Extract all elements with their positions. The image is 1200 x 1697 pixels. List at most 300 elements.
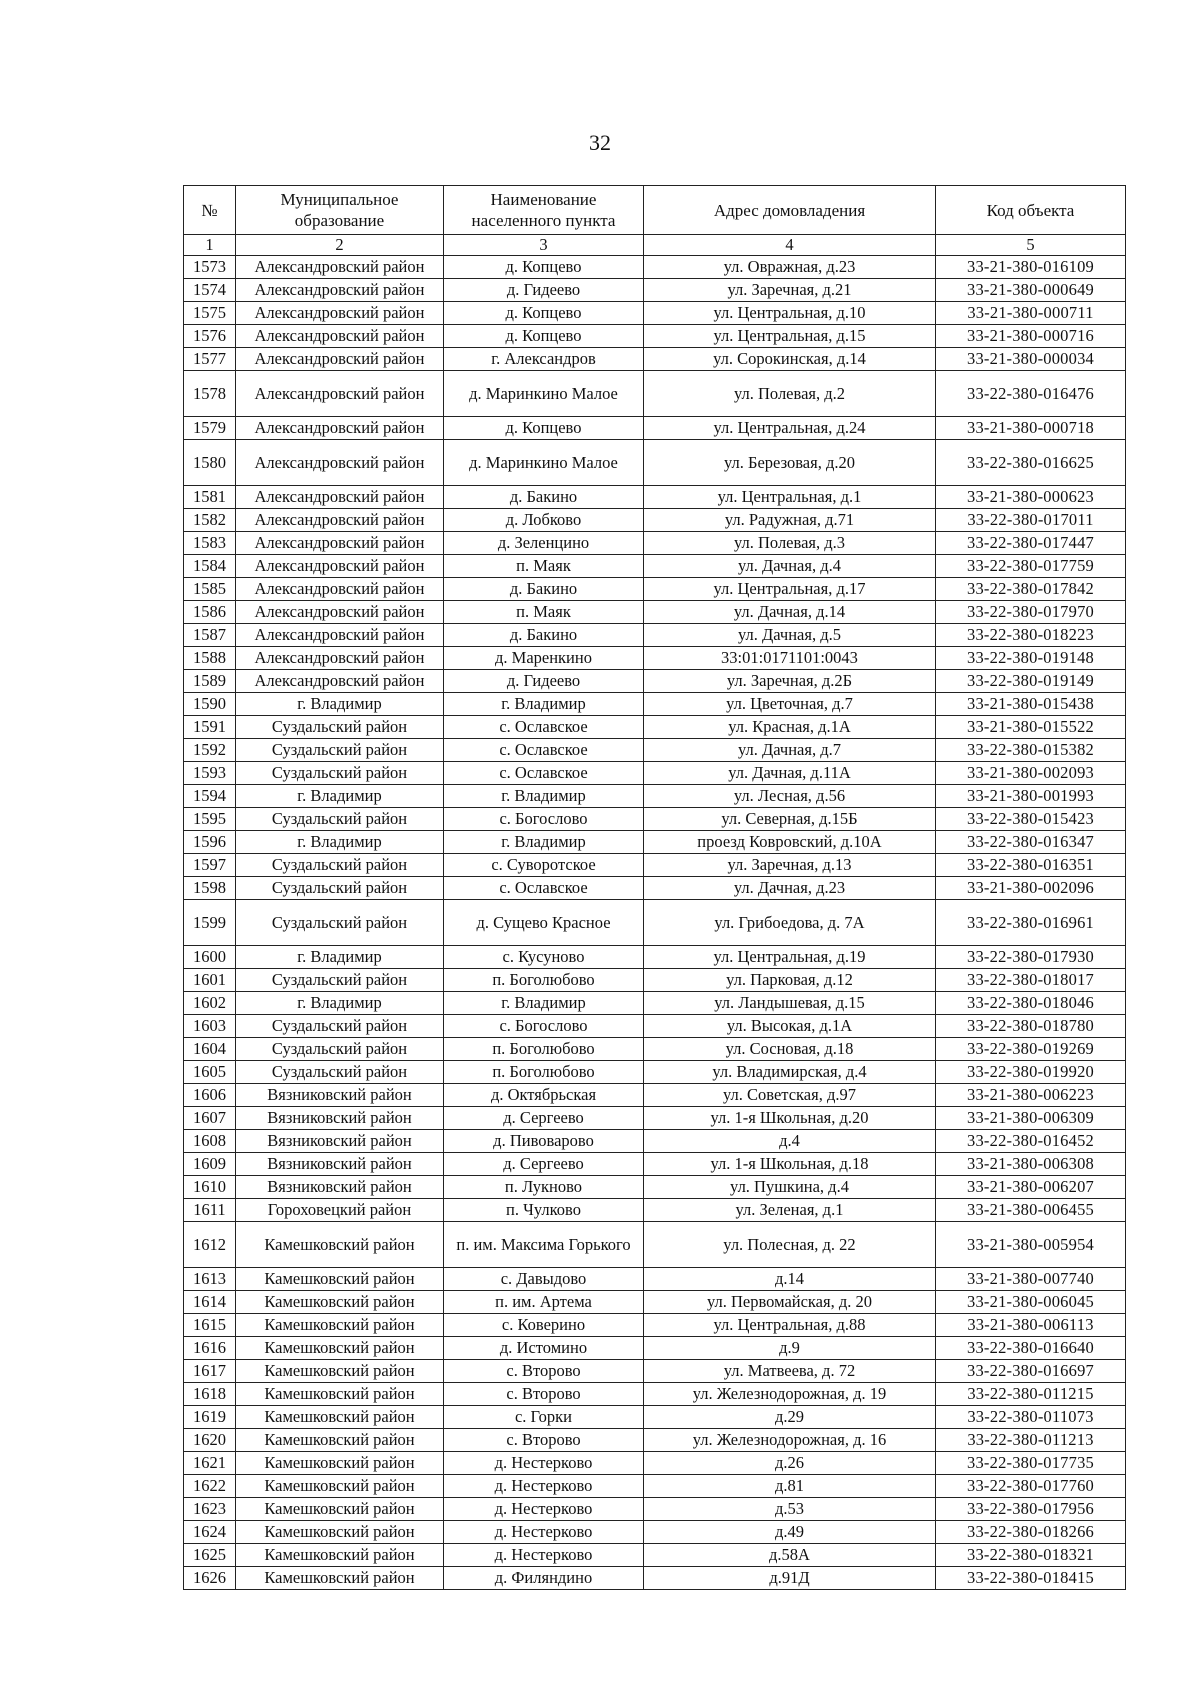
object-code-cell: 33-22-380-016697 (936, 1360, 1126, 1383)
table-row (184, 1521, 1126, 1544)
address-cell: ул. Дачная, д.5 (644, 624, 936, 647)
column-number: 4 (644, 235, 936, 256)
settlement-cell: с. Коверино (444, 1314, 644, 1337)
row-number: 1589 (184, 670, 236, 693)
row-number: 1612 (184, 1222, 236, 1268)
table-row (184, 739, 1126, 762)
municipality-cell: Суздальский район (236, 716, 444, 739)
table-row (184, 1268, 1126, 1291)
settlement-cell: д. Копцево (444, 417, 644, 440)
object-code-cell: 33-22-380-017842 (936, 578, 1126, 601)
address-cell: ул. Центральная, д.1 (644, 486, 936, 509)
address-cell: ул. Заречная, д.13 (644, 854, 936, 877)
row-number: 1606 (184, 1084, 236, 1107)
table-row (184, 302, 1126, 325)
municipality-cell: Камешковский район (236, 1498, 444, 1521)
municipality-cell: Александровский район (236, 601, 444, 624)
municipality-cell: Александровский район (236, 647, 444, 670)
row-number: 1603 (184, 1015, 236, 1038)
table-row (184, 1544, 1126, 1567)
table-row (184, 900, 1126, 946)
row-number: 1597 (184, 854, 236, 877)
row-number: 1618 (184, 1383, 236, 1406)
row-number: 1615 (184, 1314, 236, 1337)
row-number: 1621 (184, 1452, 236, 1475)
object-code-cell: 33-21-380-005954 (936, 1222, 1126, 1268)
municipality-cell: Вязниковский район (236, 1107, 444, 1130)
row-number: 1593 (184, 762, 236, 785)
settlement-cell: г. Владимир (444, 831, 644, 854)
address-cell: проезд Ковровский, д.10А (644, 831, 936, 854)
object-code-cell: 33-22-380-017760 (936, 1475, 1126, 1498)
object-code-cell: 33-22-380-016452 (936, 1130, 1126, 1153)
header-settlement: Наименование населенного пункта (444, 186, 644, 235)
settlement-cell: с. Суворотское (444, 854, 644, 877)
column-number: 5 (936, 235, 1126, 256)
table-row (184, 1015, 1126, 1038)
municipality-cell: Вязниковский район (236, 1130, 444, 1153)
table-row (184, 325, 1126, 348)
table-row (184, 1337, 1126, 1360)
table-row (184, 762, 1126, 785)
object-code-cell: 33-22-380-019920 (936, 1061, 1126, 1084)
municipality-cell: г. Владимир (236, 785, 444, 808)
municipality-cell: Камешковский район (236, 1475, 444, 1498)
table-row (184, 279, 1126, 302)
object-code-cell: 33-22-380-017930 (936, 946, 1126, 969)
settlement-cell: д. Гидеево (444, 279, 644, 302)
object-code-cell: 33-22-380-016625 (936, 440, 1126, 486)
row-number: 1582 (184, 509, 236, 532)
municipality-cell: Вязниковский район (236, 1084, 444, 1107)
municipality-cell: Камешковский район (236, 1544, 444, 1567)
municipality-cell: Камешковский район (236, 1268, 444, 1291)
settlement-cell: с. Кусуново (444, 946, 644, 969)
table-row (184, 371, 1126, 417)
header-number: № (184, 186, 236, 235)
address-cell: ул. Зеленая, д.1 (644, 1199, 936, 1222)
address-cell: д.53 (644, 1498, 936, 1521)
row-number: 1613 (184, 1268, 236, 1291)
table-body (184, 256, 1126, 1590)
object-code-cell: 33-22-380-017956 (936, 1498, 1126, 1521)
municipality-cell: Александровский район (236, 440, 444, 486)
row-number: 1581 (184, 486, 236, 509)
column-number-row (184, 235, 1126, 256)
address-cell: ул. 1-я Школьная, д.20 (644, 1107, 936, 1130)
settlement-cell: с. Ославское (444, 762, 644, 785)
municipality-cell: Александровский район (236, 371, 444, 417)
table-row (184, 1475, 1126, 1498)
object-code-cell: 33-21-380-000716 (936, 325, 1126, 348)
settlement-cell: д. Нестерково (444, 1498, 644, 1521)
table-row (184, 555, 1126, 578)
object-code-cell: 33-22-380-017011 (936, 509, 1126, 532)
table-row (184, 1176, 1126, 1199)
table-row (184, 1360, 1126, 1383)
object-code-cell: 33-22-380-015423 (936, 808, 1126, 831)
municipality-cell: Суздальский район (236, 739, 444, 762)
row-number: 1580 (184, 440, 236, 486)
municipality-cell: Суздальский район (236, 900, 444, 946)
object-code-cell: 33-22-380-017735 (936, 1452, 1126, 1475)
address-cell: ул. Полевая, д.2 (644, 371, 936, 417)
row-number: 1574 (184, 279, 236, 302)
row-number: 1619 (184, 1406, 236, 1429)
row-number: 1608 (184, 1130, 236, 1153)
object-code-cell: 33-21-380-016109 (936, 256, 1126, 279)
address-cell: ул. Лесная, д.56 (644, 785, 936, 808)
municipality-cell: Камешковский район (236, 1429, 444, 1452)
address-cell: д.91Д (644, 1567, 936, 1590)
address-cell: ул. Северная, д.15Б (644, 808, 936, 831)
table-row (184, 532, 1126, 555)
row-number: 1578 (184, 371, 236, 417)
object-code-cell: 33-22-380-019148 (936, 647, 1126, 670)
municipality-cell: Камешковский район (236, 1521, 444, 1544)
settlement-cell: п. Боголюбово (444, 1038, 644, 1061)
address-cell: ул. Дачная, д.4 (644, 555, 936, 578)
table-row (184, 256, 1126, 279)
row-number: 1583 (184, 532, 236, 555)
settlement-cell: д. Маринкино Малое (444, 371, 644, 417)
address-cell: ул. Центральная, д.17 (644, 578, 936, 601)
row-number: 1624 (184, 1521, 236, 1544)
address-cell: ул. Дачная, д.14 (644, 601, 936, 624)
table-row (184, 647, 1126, 670)
object-code-cell: 33-21-380-000711 (936, 302, 1126, 325)
municipality-cell: Суздальский район (236, 854, 444, 877)
address-cell: д.81 (644, 1475, 936, 1498)
municipality-cell: Вязниковский район (236, 1153, 444, 1176)
table-row (184, 693, 1126, 716)
address-cell: ул. Дачная, д.11А (644, 762, 936, 785)
address-cell: ул. Заречная, д.21 (644, 279, 936, 302)
address-cell: ул. Советская, д.97 (644, 1084, 936, 1107)
municipality-cell: Камешковский район (236, 1222, 444, 1268)
settlement-cell: п. Боголюбово (444, 969, 644, 992)
address-cell: ул. Радужная, д.71 (644, 509, 936, 532)
address-cell: ул. Железнодорожная, д. 19 (644, 1383, 936, 1406)
settlement-cell: д. Копцево (444, 325, 644, 348)
table-row (184, 716, 1126, 739)
settlement-cell: с. Ославское (444, 716, 644, 739)
settlement-cell: д. Гидеево (444, 670, 644, 693)
settlement-cell: п. Лукново (444, 1176, 644, 1199)
row-number: 1616 (184, 1337, 236, 1360)
object-code-cell: 33-21-380-000649 (936, 279, 1126, 302)
row-number: 1607 (184, 1107, 236, 1130)
settlement-cell: с. Второво (444, 1383, 644, 1406)
object-code-cell: 33-22-380-016476 (936, 371, 1126, 417)
row-number: 1600 (184, 946, 236, 969)
table-row (184, 992, 1126, 1015)
table-row (184, 785, 1126, 808)
row-number: 1594 (184, 785, 236, 808)
object-code-cell: 33-22-380-011213 (936, 1429, 1126, 1452)
municipality-cell: Камешковский район (236, 1383, 444, 1406)
table-row (184, 348, 1126, 371)
settlement-cell: г. Александров (444, 348, 644, 371)
address-cell: ул. Центральная, д.88 (644, 1314, 936, 1337)
address-cell: ул. 1-я Школьная, д.18 (644, 1153, 936, 1176)
row-number: 1586 (184, 601, 236, 624)
object-code-cell: 33-22-380-016347 (936, 831, 1126, 854)
row-number: 1573 (184, 256, 236, 279)
address-cell: ул. Центральная, д.10 (644, 302, 936, 325)
row-number: 1626 (184, 1567, 236, 1590)
table-row (184, 486, 1126, 509)
address-cell: ул. Цветочная, д.7 (644, 693, 936, 716)
municipality-cell: Александровский район (236, 578, 444, 601)
settlement-cell: д. Октябрьская (444, 1084, 644, 1107)
object-code-cell: 33-21-380-000034 (936, 348, 1126, 371)
settlement-cell: д. Сущево Красное (444, 900, 644, 946)
municipality-cell: Вязниковский район (236, 1176, 444, 1199)
object-code-cell: 33-21-380-002096 (936, 877, 1126, 900)
object-code-cell: 33-22-380-017759 (936, 555, 1126, 578)
municipality-cell: Александровский район (236, 532, 444, 555)
address-cell: ул. Полевая, д.3 (644, 532, 936, 555)
settlement-cell: д. Нестерково (444, 1452, 644, 1475)
settlement-cell: п. Маяк (444, 601, 644, 624)
object-code-cell: 33-22-380-015382 (936, 739, 1126, 762)
table-row (184, 601, 1126, 624)
settlement-cell: д. Копцево (444, 256, 644, 279)
table-row (184, 969, 1126, 992)
settlement-cell: с. Богослово (444, 808, 644, 831)
table-row (184, 509, 1126, 532)
address-cell: ул. Овражная, д.23 (644, 256, 936, 279)
row-number: 1592 (184, 739, 236, 762)
table-row (184, 946, 1126, 969)
object-code-cell: 33-22-380-019149 (936, 670, 1126, 693)
address-cell: ул. Красная, д.1А (644, 716, 936, 739)
address-cell: д.58А (644, 1544, 936, 1567)
settlement-cell: д. Копцево (444, 302, 644, 325)
municipality-cell: Гороховецкий район (236, 1199, 444, 1222)
column-number: 2 (236, 235, 444, 256)
row-number: 1609 (184, 1153, 236, 1176)
table-row (184, 1038, 1126, 1061)
header-row (184, 186, 1126, 235)
settlement-cell: д. Бакино (444, 624, 644, 647)
table-row (184, 1567, 1126, 1590)
settlement-cell: д. Маринкино Малое (444, 440, 644, 486)
municipality-cell: Камешковский район (236, 1360, 444, 1383)
row-number: 1577 (184, 348, 236, 371)
address-cell: д.9 (644, 1337, 936, 1360)
table-row (184, 1222, 1126, 1268)
table-row (184, 831, 1126, 854)
settlement-cell: п. Боголюбово (444, 1061, 644, 1084)
municipality-cell: Суздальский район (236, 762, 444, 785)
table-row (184, 1498, 1126, 1521)
settlement-cell: д. Нестерково (444, 1521, 644, 1544)
row-number: 1620 (184, 1429, 236, 1452)
settlement-cell: д. Сергеево (444, 1107, 644, 1130)
address-cell: ул. Владимирская, д.4 (644, 1061, 936, 1084)
row-number: 1601 (184, 969, 236, 992)
municipality-cell: Суздальский район (236, 1038, 444, 1061)
municipality-cell: Камешковский район (236, 1406, 444, 1429)
table-row (184, 854, 1126, 877)
settlement-cell: д. Филяндино (444, 1567, 644, 1590)
settlement-cell: д. Лобково (444, 509, 644, 532)
address-cell: ул. Центральная, д.15 (644, 325, 936, 348)
table-row (184, 808, 1126, 831)
settlement-cell: г. Владимир (444, 785, 644, 808)
object-code-cell: 33-22-380-016351 (936, 854, 1126, 877)
settlement-cell: с. Ославское (444, 877, 644, 900)
registry-table (183, 185, 1126, 1590)
row-number: 1623 (184, 1498, 236, 1521)
object-code-cell: 33-21-380-006207 (936, 1176, 1126, 1199)
settlement-cell: с. Горки (444, 1406, 644, 1429)
object-code-cell: 33-21-380-015438 (936, 693, 1126, 716)
address-cell: ул. Высокая, д.1А (644, 1015, 936, 1038)
settlement-cell: д. Зеленцино (444, 532, 644, 555)
address-cell: ул. Центральная, д.19 (644, 946, 936, 969)
object-code-cell: 33-21-380-006309 (936, 1107, 1126, 1130)
object-code-cell: 33-22-380-018266 (936, 1521, 1126, 1544)
settlement-cell: д. Пивоварово (444, 1130, 644, 1153)
table-row (184, 417, 1126, 440)
object-code-cell: 33-22-380-017970 (936, 601, 1126, 624)
row-number: 1605 (184, 1061, 236, 1084)
row-number: 1599 (184, 900, 236, 946)
table-row (184, 1107, 1126, 1130)
object-code-cell: 33-22-380-018415 (936, 1567, 1126, 1590)
row-number: 1595 (184, 808, 236, 831)
object-code-cell: 33-22-380-016961 (936, 900, 1126, 946)
object-code-cell: 33-21-380-015522 (936, 716, 1126, 739)
municipality-cell: Александровский район (236, 348, 444, 371)
row-number: 1591 (184, 716, 236, 739)
municipality-cell: Суздальский район (236, 808, 444, 831)
row-number: 1611 (184, 1199, 236, 1222)
row-number: 1579 (184, 417, 236, 440)
settlement-cell: с. Давыдово (444, 1268, 644, 1291)
municipality-cell: г. Владимир (236, 831, 444, 854)
settlement-cell: д. Бакино (444, 486, 644, 509)
address-cell: ул. Ландышевая, д.15 (644, 992, 936, 1015)
object-code-cell: 33-22-380-018321 (936, 1544, 1126, 1567)
header-municipality: Муниципальное образование (236, 186, 444, 235)
municipality-cell: Камешковский район (236, 1567, 444, 1590)
row-number: 1622 (184, 1475, 236, 1498)
address-cell: 33:01:0171101:0043 (644, 647, 936, 670)
object-code-cell: 33-22-380-018017 (936, 969, 1126, 992)
object-code-cell: 33-22-380-018223 (936, 624, 1126, 647)
municipality-cell: Александровский район (236, 486, 444, 509)
row-number: 1610 (184, 1176, 236, 1199)
row-number: 1584 (184, 555, 236, 578)
settlement-cell: д. Маренкино (444, 647, 644, 670)
row-number: 1625 (184, 1544, 236, 1567)
address-cell: ул. Дачная, д.23 (644, 877, 936, 900)
row-number: 1617 (184, 1360, 236, 1383)
object-code-cell: 33-21-380-007740 (936, 1268, 1126, 1291)
municipality-cell: Суздальский район (236, 877, 444, 900)
settlement-cell: с. Второво (444, 1429, 644, 1452)
municipality-cell: Александровский район (236, 417, 444, 440)
address-cell: д.26 (644, 1452, 936, 1475)
header-object-code: Код объекта (936, 186, 1126, 235)
object-code-cell: 33-21-380-006223 (936, 1084, 1126, 1107)
object-code-cell: 33-21-380-000718 (936, 417, 1126, 440)
municipality-cell: Камешковский район (236, 1314, 444, 1337)
table-row (184, 1199, 1126, 1222)
settlement-cell: г. Владимир (444, 693, 644, 716)
address-cell: ул. Парковая, д.12 (644, 969, 936, 992)
municipality-cell: Камешковский район (236, 1291, 444, 1314)
table-row (184, 1061, 1126, 1084)
table-row (184, 1291, 1126, 1314)
municipality-cell: г. Владимир (236, 693, 444, 716)
address-cell: ул. Дачная, д.7 (644, 739, 936, 762)
address-cell: ул. Сосновая, д.18 (644, 1038, 936, 1061)
municipality-cell: Камешковский район (236, 1337, 444, 1360)
table-row (184, 1452, 1126, 1475)
municipality-cell: Александровский район (236, 302, 444, 325)
row-number: 1604 (184, 1038, 236, 1061)
address-cell: ул. Полесная, д. 22 (644, 1222, 936, 1268)
settlement-cell: с. Второво (444, 1360, 644, 1383)
row-number: 1587 (184, 624, 236, 647)
municipality-cell: г. Владимир (236, 992, 444, 1015)
municipality-cell: Суздальский район (236, 1061, 444, 1084)
municipality-cell: Александровский район (236, 325, 444, 348)
column-number: 3 (444, 235, 644, 256)
header-address: Адрес домовладения (644, 186, 936, 235)
address-cell: д.49 (644, 1521, 936, 1544)
address-cell: ул. Грибоедова, д. 7А (644, 900, 936, 946)
object-code-cell: 33-22-380-019269 (936, 1038, 1126, 1061)
address-cell: д.29 (644, 1406, 936, 1429)
row-number: 1588 (184, 647, 236, 670)
settlement-cell: д. Нестерково (444, 1475, 644, 1498)
municipality-cell: Суздальский район (236, 1015, 444, 1038)
municipality-cell: г. Владимир (236, 946, 444, 969)
object-code-cell: 33-21-380-006045 (936, 1291, 1126, 1314)
object-code-cell: 33-22-380-018046 (936, 992, 1126, 1015)
municipality-cell: Камешковский район (236, 1452, 444, 1475)
settlement-cell: д. Истомино (444, 1337, 644, 1360)
object-code-cell: 33-22-380-017447 (936, 532, 1126, 555)
object-code-cell: 33-21-380-006455 (936, 1199, 1126, 1222)
table-row (184, 1153, 1126, 1176)
settlement-cell: д. Нестерково (444, 1544, 644, 1567)
object-code-cell: 33-21-380-002093 (936, 762, 1126, 785)
settlement-cell: п. им. Максима Горького (444, 1222, 644, 1268)
table-row (184, 877, 1126, 900)
page-number: 32 (589, 130, 611, 155)
table-row (184, 624, 1126, 647)
row-number: 1598 (184, 877, 236, 900)
address-cell: ул. Сорокинская, д.14 (644, 348, 936, 371)
settlement-cell: д. Бакино (444, 578, 644, 601)
settlement-cell: п. Чулково (444, 1199, 644, 1222)
address-cell: ул. Матвеева, д. 72 (644, 1360, 936, 1383)
settlement-cell: п. им. Артема (444, 1291, 644, 1314)
municipality-cell: Александровский район (236, 509, 444, 532)
object-code-cell: 33-22-380-011215 (936, 1383, 1126, 1406)
municipality-cell: Александровский район (236, 256, 444, 279)
table-row (184, 1406, 1126, 1429)
column-number: 1 (184, 235, 236, 256)
row-number: 1590 (184, 693, 236, 716)
